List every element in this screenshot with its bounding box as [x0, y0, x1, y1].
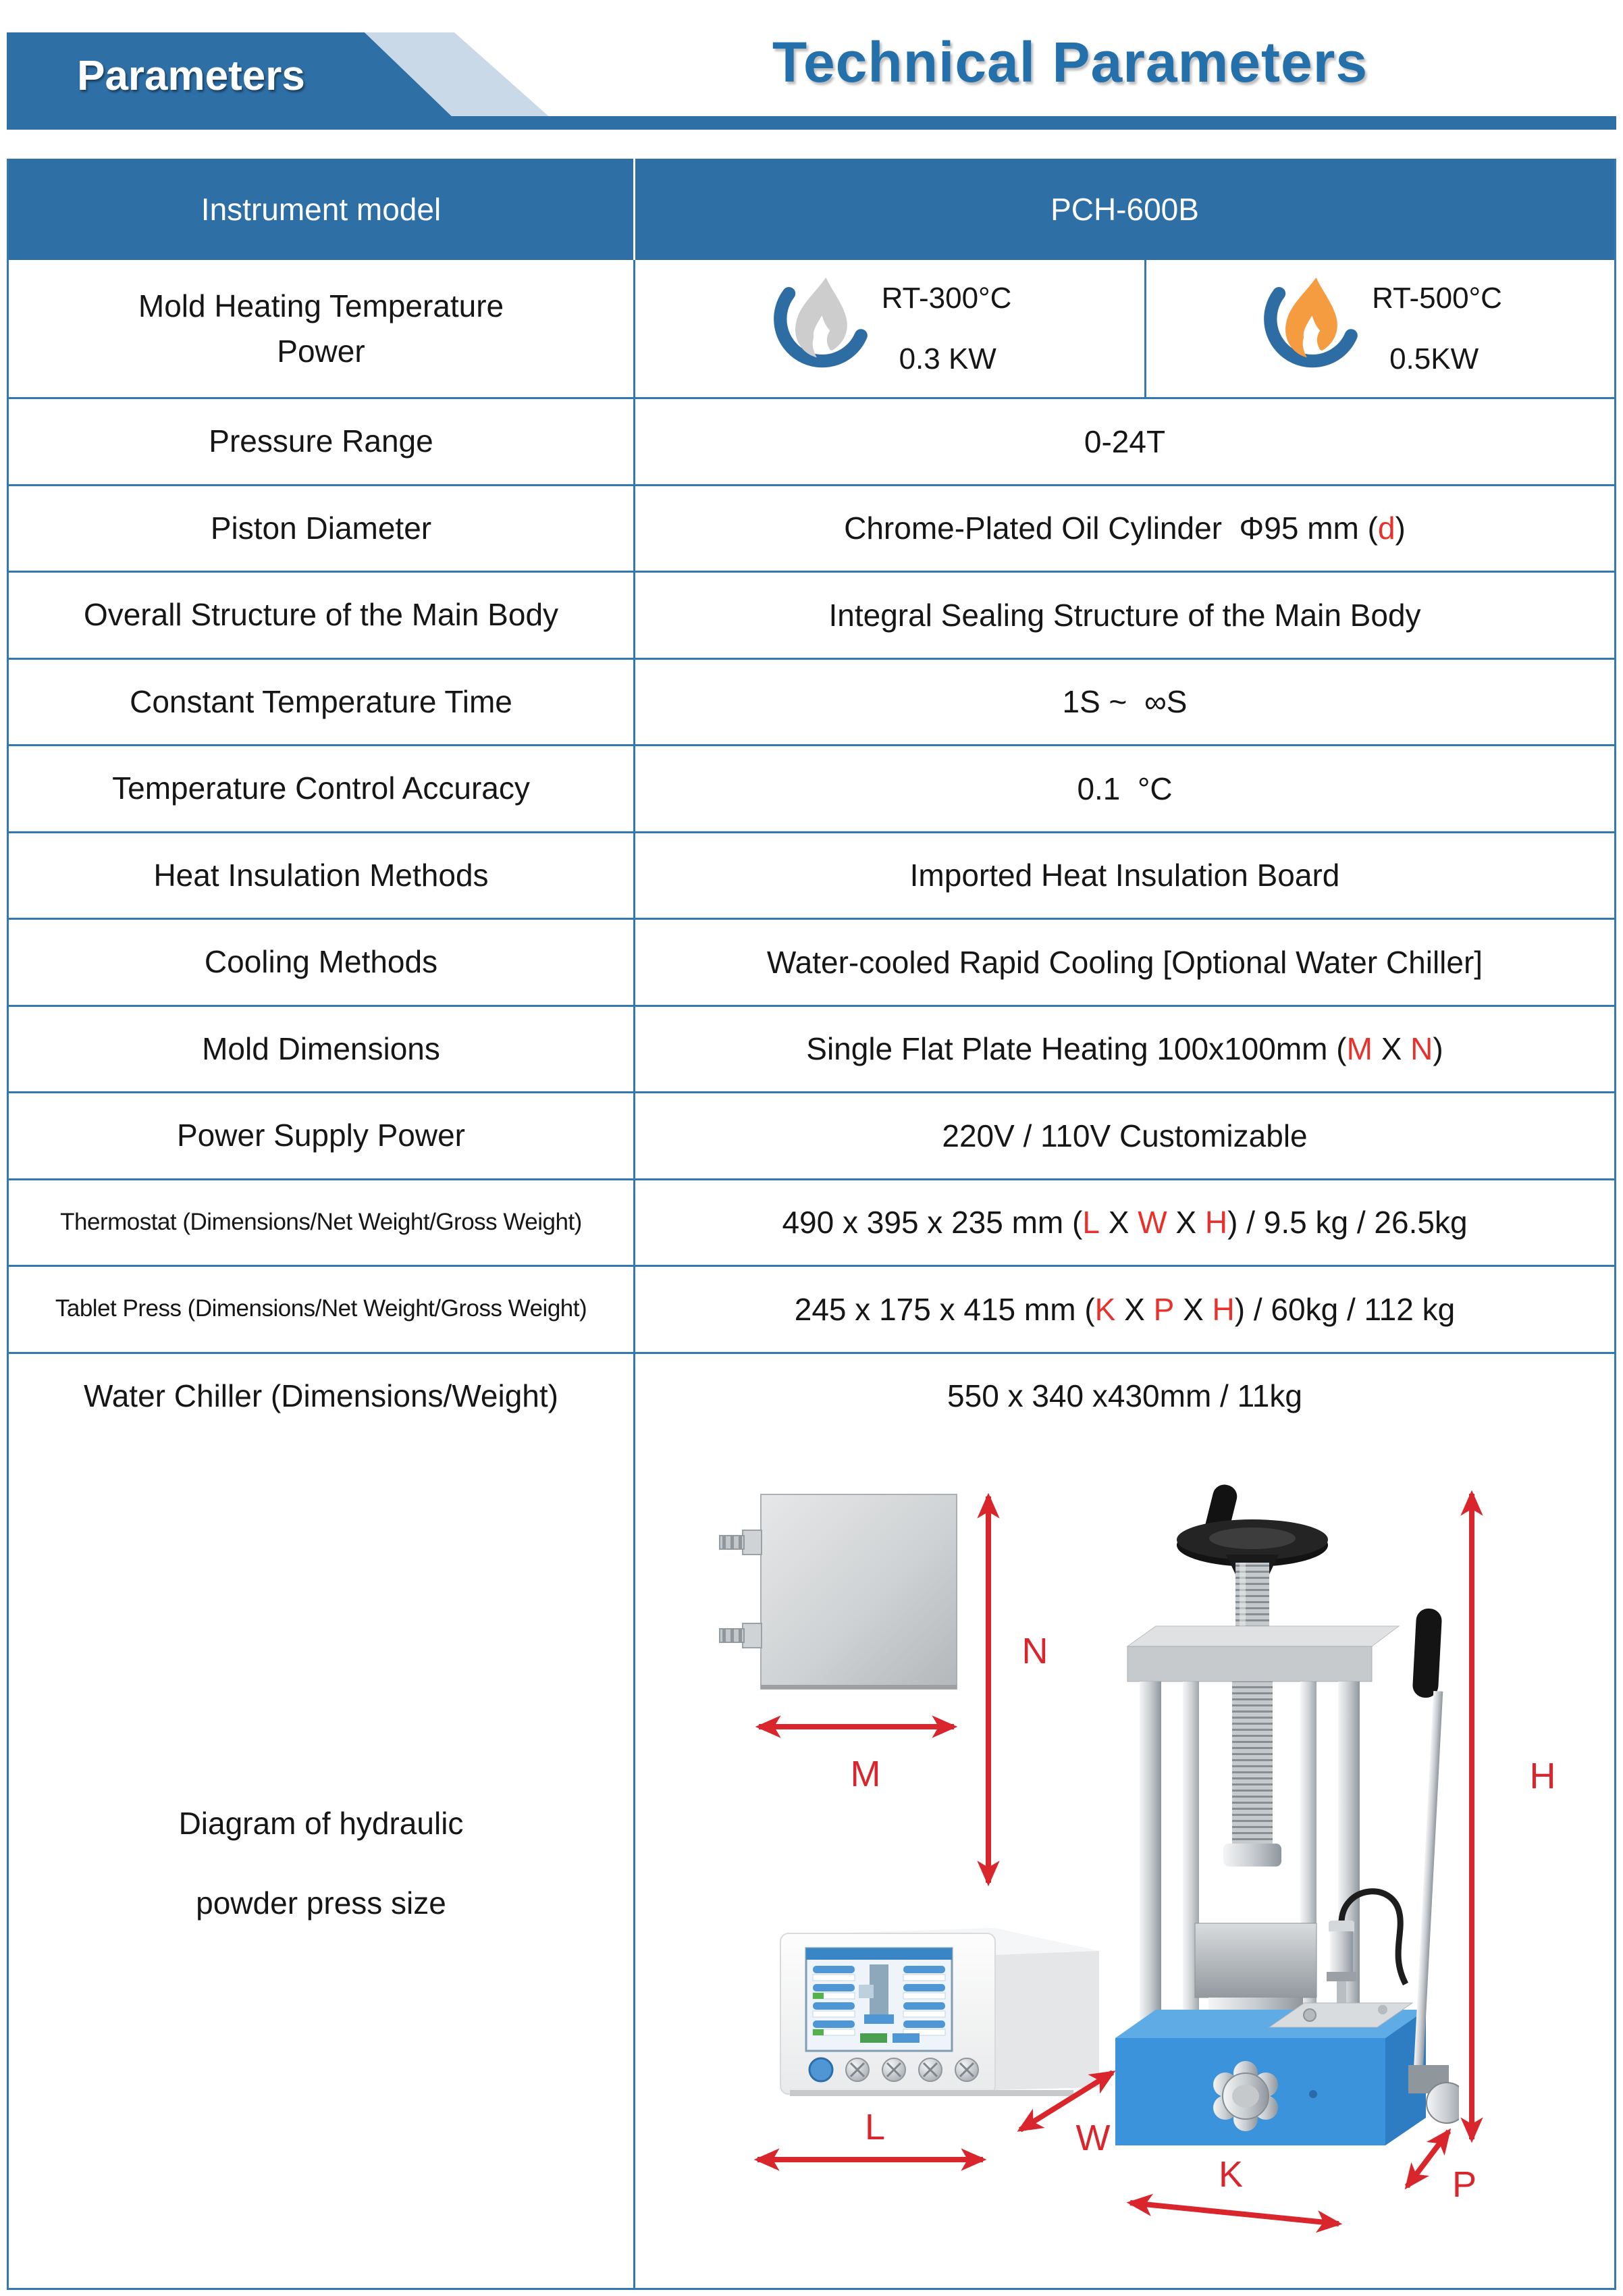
spec-row: [9, 397, 1614, 484]
mold-cell-500: [1146, 260, 1614, 397]
header-cell-model-value: PCH-600B: [1050, 192, 1199, 227]
mold-cell-300: [635, 260, 1146, 397]
mold-temp-value: RT-500°C: [1372, 281, 1502, 315]
spec-value: 490 x 395 x 235 mm ( L X W X H ) / 9.5 kg / 26.5kg: [782, 1205, 1468, 1241]
dim-label-n: N: [1021, 1631, 1048, 1671]
spec-row: [9, 1265, 1614, 1352]
spec-label: Piston Diameter: [9, 486, 635, 571]
flame-icon: [1258, 273, 1360, 384]
spec-value: Integral Sealing Structure of the Main Body: [828, 597, 1421, 633]
spec-row-diagram: [9, 1438, 1614, 2288]
spec-label: Pressure Range: [9, 399, 635, 484]
spec-value: 550 x 340 x430mm / 11kg: [947, 1378, 1302, 1414]
spec-value: 220V / 110V Customizable: [942, 1118, 1308, 1153]
spec-value: 0-24T: [1084, 423, 1166, 459]
thermostat-image: [770, 1920, 1109, 2107]
heating-plate-image: [716, 1491, 958, 1694]
dim-label-p: P: [1452, 2164, 1477, 2205]
diagram-caption: [9, 1438, 635, 2288]
spec-value: 1S ~ ∞S: [1062, 684, 1188, 720]
spec-row: [9, 1005, 1614, 1092]
dim-label-m: M: [850, 1754, 881, 1794]
spec-row: [9, 658, 1614, 745]
spec-label: Temperature Control Accuracy: [9, 746, 635, 831]
mold-power-value: 0.5KW: [1389, 342, 1479, 375]
spec-label: Heat Insulation Methods: [9, 833, 635, 918]
diagram-caption-line2: powder press size: [196, 1885, 446, 1921]
mold-temp-value: RT-300°C: [881, 281, 1012, 315]
spec-row: [9, 1091, 1614, 1178]
table-header-row: [9, 159, 1614, 260]
header-banner: [7, 32, 560, 119]
spec-value: Water-cooled Rapid Cooling [Optional Water Chiller]: [766, 944, 1483, 980]
spec-label: [9, 260, 635, 397]
spec-value: 245 x 175 x 415 mm ( K X P X H ) / 60kg / 112 kg: [794, 1291, 1456, 1327]
spec-label: Cooling Methods: [9, 920, 635, 1005]
mold-power-value: 0.3 KW: [899, 342, 996, 375]
spec-label: Thermostat (Dimensions/Net Weight/Gross Weight): [9, 1180, 635, 1266]
mold-label-line2: Power: [277, 333, 365, 369]
diagram-figure: [635, 1438, 1614, 2288]
spec-label: Power Supply Power: [9, 1093, 635, 1178]
spec-row: [9, 484, 1614, 571]
press-image: [1107, 1483, 1459, 2145]
dim-label-w: W: [1075, 2118, 1111, 2158]
spec-table: [7, 159, 1616, 2290]
dim-label-l: L: [864, 2107, 886, 2147]
spec-row-mold-heating: [9, 260, 1614, 397]
diagram-caption-line1: Diagram of hydraulic: [178, 1806, 464, 1841]
parameters-tab-label: Parameters: [77, 52, 305, 99]
spec-label: Constant Temperature Time: [9, 660, 635, 745]
spec-label: Overall Structure of the Main Body: [9, 573, 635, 658]
page-title: Technical Parameters: [772, 30, 1368, 94]
flame-icon: [768, 273, 870, 384]
spec-label: Tablet Press (Dimensions/Net Weight/Gross Weight): [9, 1267, 635, 1352]
spec-value: Imported Heat Insulation Board: [909, 858, 1340, 893]
spec-rows: [9, 397, 1614, 1438]
dim-label-k: K: [1218, 2154, 1244, 2195]
header-rule: [7, 116, 1616, 130]
spec-row: [9, 831, 1614, 918]
mold-label-line1: Mold Heating Temperature: [138, 288, 504, 323]
spec-row: [9, 571, 1614, 658]
spec-row: [9, 744, 1614, 831]
dim-label-h: H: [1529, 1756, 1556, 1796]
header-cell-model-label: Instrument model: [9, 159, 635, 260]
dim-arrow-k: [1130, 2203, 1339, 2224]
spec-row: [9, 1178, 1614, 1266]
spec-label: Mold Dimensions: [9, 1007, 635, 1092]
spec-label: Water Chiller (Dimensions/Weight): [9, 1354, 635, 1439]
spec-row: [9, 918, 1614, 1005]
spec-value: Chrome-Plated Oil Cylinder Φ95 mm ( d ): [844, 511, 1406, 546]
spec-row: [9, 1352, 1614, 1439]
spec-value: 0.1 °C: [1077, 771, 1173, 806]
spec-value: Single Flat Plate Heating 100x100mm ( M X N ): [806, 1031, 1443, 1067]
